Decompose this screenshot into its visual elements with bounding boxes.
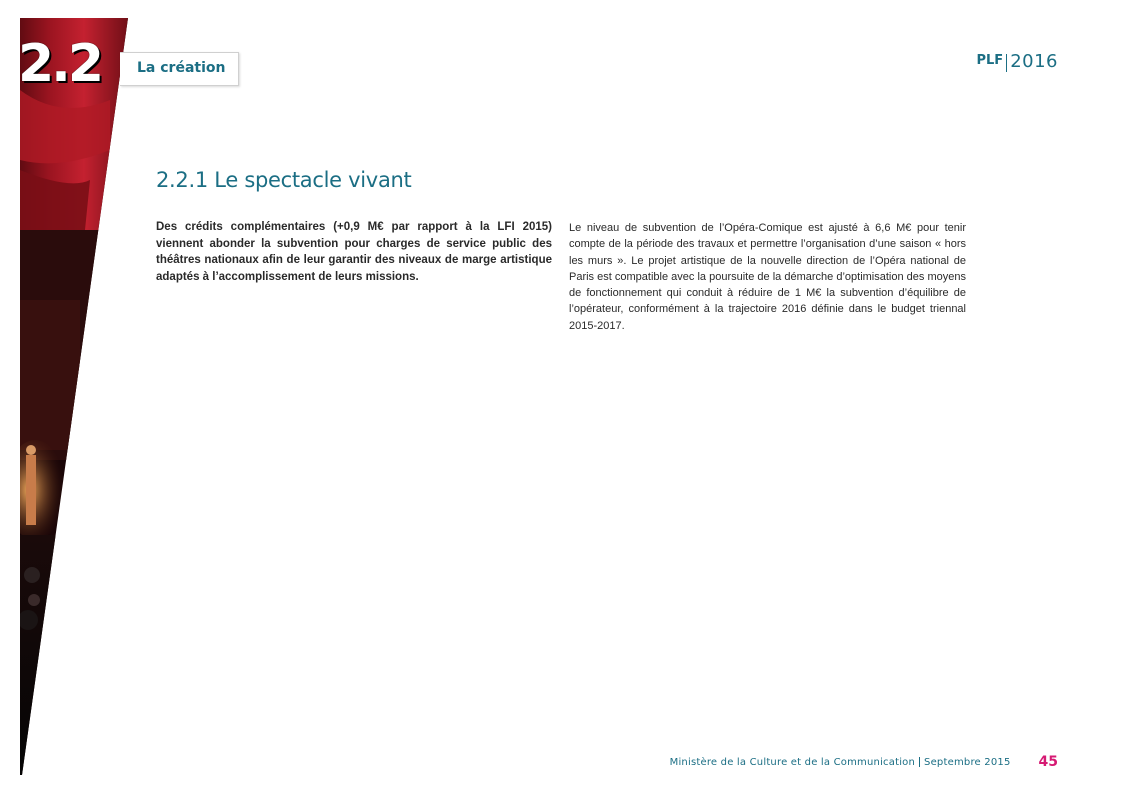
section-number: 2.2 bbox=[18, 34, 102, 94]
section-title: La création bbox=[137, 60, 226, 76]
page-number: 45 bbox=[1038, 754, 1058, 770]
footer-date: Septembre 2015 bbox=[924, 756, 1011, 768]
section-heading: 2.2.1 Le spectacle vivant bbox=[156, 168, 412, 192]
body-paragraph: Le niveau de subvention de l’Opéra-Comique est ajusté à 6,6 M€ pour tenir compte de la période des travaux et permettre l’organisation d’une saison « hors les murs ». Le projet artistique de la nouvelle direction de l’Opéra national de Paris est compatible avec la poursuite de la démarche d’optimisation des moyens de fonctionnement qui conduit à réduire de 1 M€ la subvention d’équilibre de l’opérateur, conformément à la trajectoire 2016 définie dans le budget triennal 2015-2017. bbox=[569, 222, 966, 332]
plf-divider bbox=[1006, 54, 1007, 72]
plf-badge bbox=[976, 50, 1058, 74]
footer-ministry: Ministère de la Culture et de la Communication bbox=[669, 756, 916, 768]
intro-paragraph: Des crédits complémentaires (+0,9 M€ par rapport à la LFI 2015) viennent abonder la subvention pour charges de service public des théâtres nationaux afin de leur garantir des niveaux de marge artistique adaptés à l’accomplissement de leurs missions. bbox=[156, 221, 552, 283]
plf-label: PLF bbox=[976, 53, 1004, 68]
page-footer bbox=[670, 754, 1058, 770]
footer-divider bbox=[919, 757, 920, 767]
theatre-photo bbox=[0, 0, 140, 789]
plf-year: 2016 bbox=[1010, 51, 1058, 72]
